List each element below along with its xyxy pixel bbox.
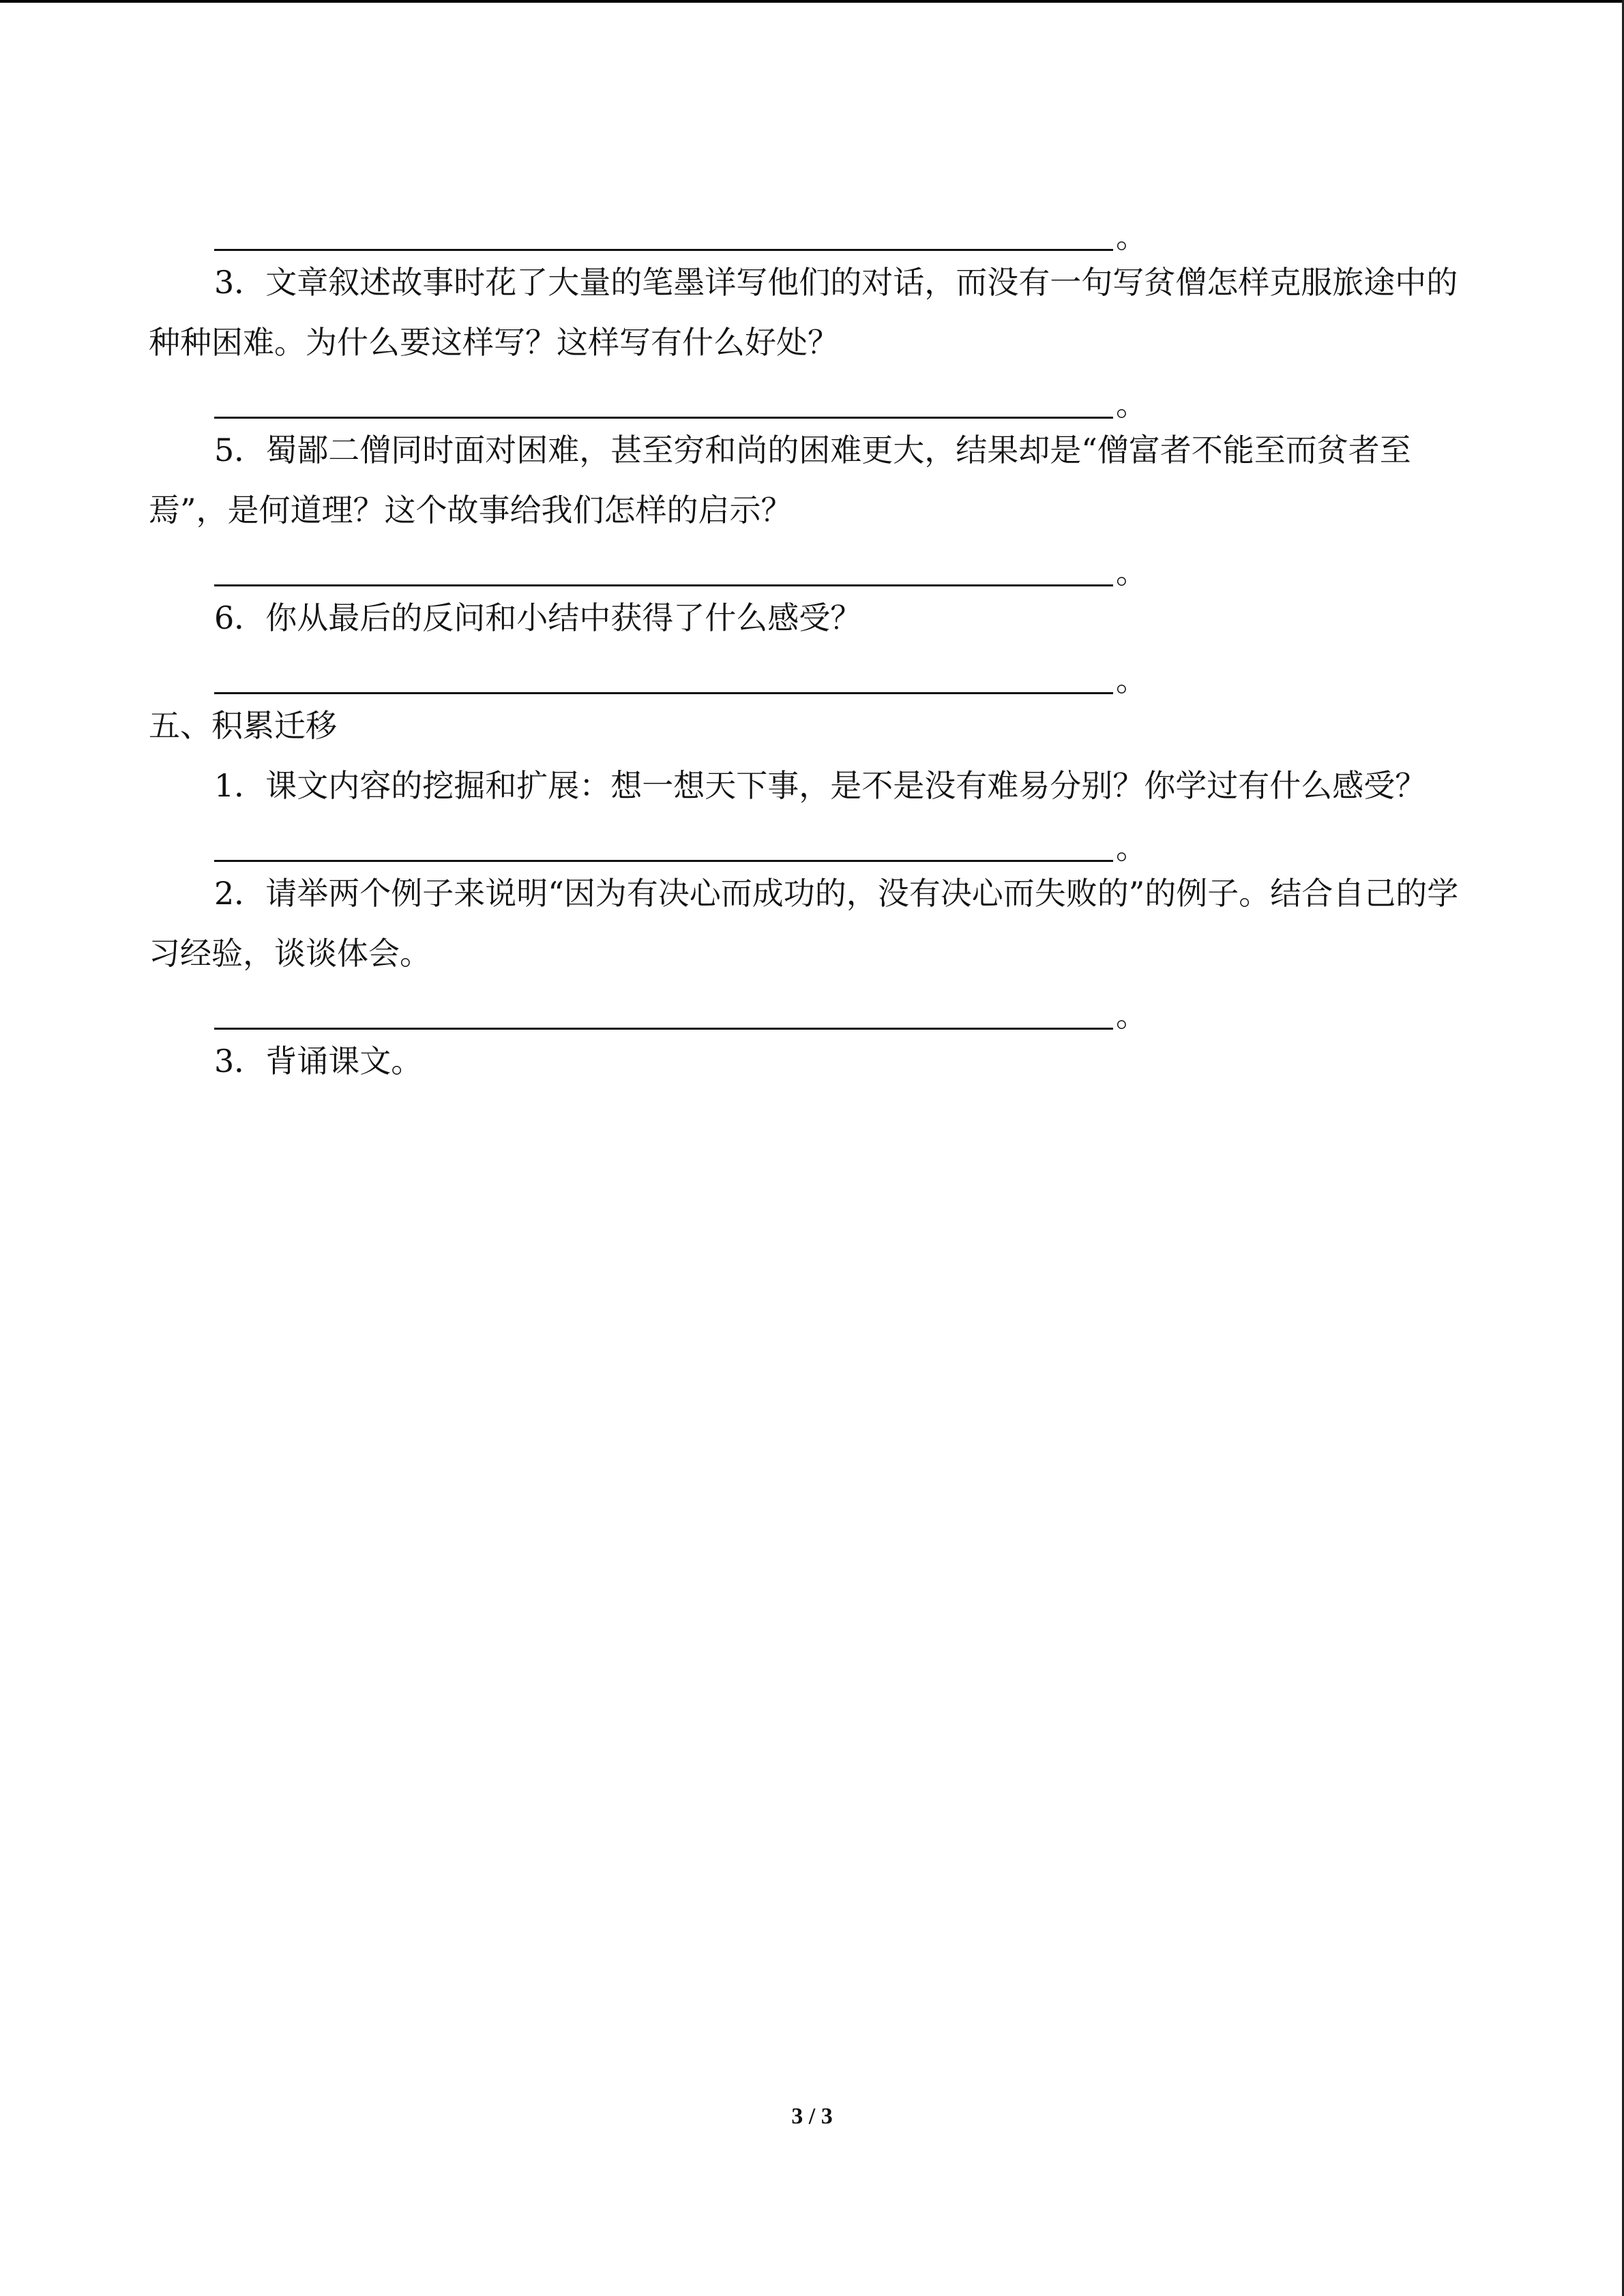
answer-blank[interactable] [214, 1028, 1113, 1030]
question-2: 2．请举两个例子来说明“因为有决心而成功的，没有决心而失败的”的例子。结合自己的学习经验，谈谈体会。 [149, 875, 1459, 972]
answer-blank[interactable] [214, 417, 1113, 419]
answer-line[interactable] [149, 648, 1475, 696]
answer-period: 。 [1116, 997, 1147, 1034]
answer-blank[interactable] [214, 249, 1113, 251]
answer-line[interactable] [149, 540, 1475, 591]
answer-line[interactable] [149, 372, 1475, 423]
answer-line[interactable] [149, 205, 1475, 255]
answer-period: 。 [1116, 218, 1147, 255]
question-6: 6．你从最后的反问和小结中获得了什么感受？ [214, 599, 862, 636]
section-heading: 五、积累迁移 [149, 707, 337, 744]
answer-line[interactable] [149, 983, 1475, 1034]
question-3-recite: 3．背诵课文。 [214, 1043, 423, 1079]
worksheet-content [149, 205, 1475, 1091]
question-1: 1．课文内容的挖掘和扩展：想一想天下事，是不是没有难易分别？你学过有什么感受？ [214, 767, 1427, 804]
answer-blank[interactable] [214, 692, 1113, 694]
answer-period: 。 [1116, 661, 1147, 698]
page-number: 3 / 3 [791, 2104, 833, 2129]
question-5: 5．蜀鄙二僧同时面对困难，甚至穷和尚的困难更大，结果却是“僧富者不能至而贫者至焉”，是何道理？这个故事给我们怎样的启示？ [149, 432, 1411, 528]
answer-period: 。 [1116, 554, 1147, 591]
answer-blank[interactable] [214, 860, 1113, 862]
answer-period: 。 [1116, 386, 1147, 423]
answer-line[interactable] [149, 816, 1475, 866]
page-top-border [0, 0, 1624, 3]
answer-blank[interactable] [214, 584, 1113, 586]
question-3: 3．文章叙述故事时花了大量的笔墨详写他们的对话，而没有一句写贫僧怎样克服旅途中的种种困难。为什么要这样写？这样写有什么好处？ [149, 264, 1458, 361]
answer-period: 。 [1116, 829, 1147, 866]
